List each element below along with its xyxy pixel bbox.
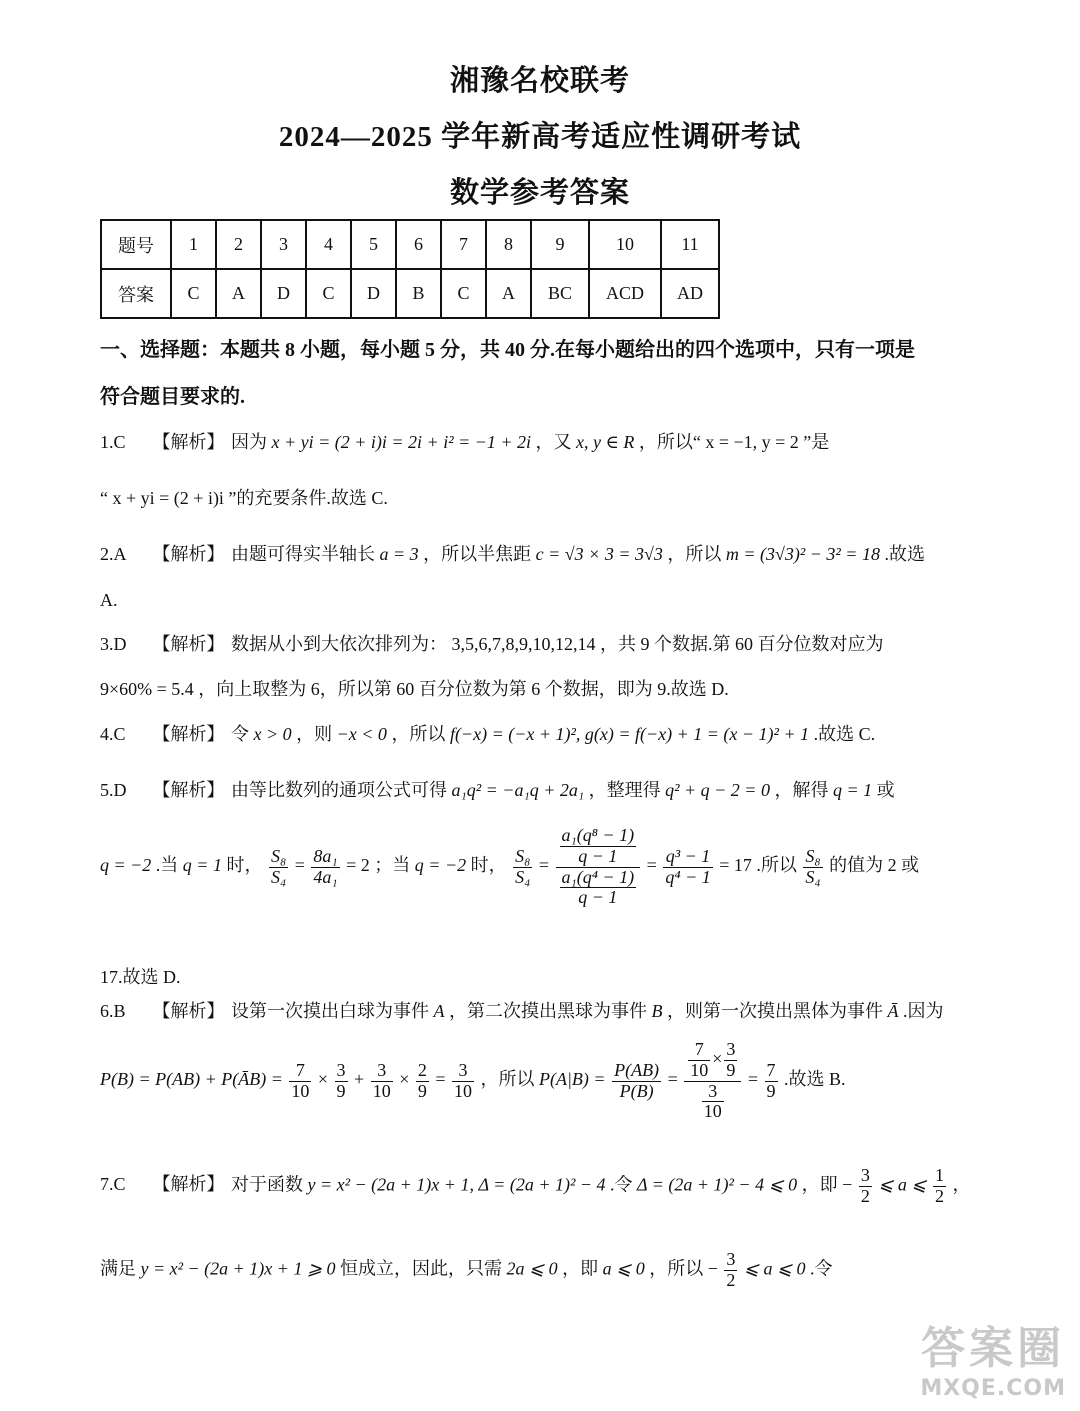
q5-formula: = 17: [719, 855, 752, 876]
fraction-denominator: q − 1: [578, 845, 618, 866]
q6-formula: P(B) = P(AB) + P(ĀB) =: [100, 1069, 283, 1090]
question-cell: 5: [351, 220, 396, 269]
question-cell: 10: [589, 220, 661, 269]
fraction: $\frac{7}{9}$: [766, 1059, 776, 1101]
q3-line1: [100, 630, 884, 658]
q5-formula: q = 1: [182, 855, 222, 876]
question-cell: 6: [396, 220, 441, 269]
answer-cell: B: [396, 269, 441, 318]
q1-text: ，所以“ x = −1, y = 2 ”是: [638, 432, 830, 452]
fraction-numerator: a₁(q⁴ − 1): [561, 866, 635, 887]
exam-union-title: 湘豫名校联考: [449, 65, 630, 97]
operator: ×: [399, 1069, 410, 1090]
q2-text: ，所以半焦距: [423, 544, 532, 564]
q7-formula: y = x² − (2a + 1)x + 1 ⩾ 0: [140, 1258, 336, 1279]
q4-line1: [100, 720, 875, 748]
ratio-fraction: [311, 847, 339, 888]
q6-text: .因为: [903, 1001, 944, 1021]
q3-formula: 3,5,6,7,8,9,10,12,14: [451, 634, 596, 654]
q7-formula: 2a ⩽ 0: [506, 1258, 558, 1279]
q5-formula: = 2: [346, 855, 370, 876]
inner-fraction-bottom: [560, 868, 637, 909]
q5-text: ，整理得: [588, 780, 661, 800]
q2-text: .故选: [884, 544, 925, 564]
q1-answer: 1.C: [100, 432, 126, 452]
q6-text: .故选 B.: [784, 1069, 846, 1090]
question-cell: 11: [661, 220, 719, 269]
fraction-numerator: a₁(q⁸ − 1): [561, 825, 635, 845]
analysis-tag: 【解析】: [152, 780, 225, 800]
q7-text: 满足: [100, 1258, 136, 1279]
q5-text: 时，: [470, 855, 507, 876]
q5-line1: [100, 776, 895, 804]
q3-text: 数据从小到大依次排列为：: [231, 634, 447, 654]
q7-text: ，即: [562, 1258, 599, 1279]
q7-formula: y = x² − (2a + 1)x + 1, Δ = (2a + 1)² − 4: [307, 1174, 606, 1195]
q3-text: ，共 9 个数据.第 60 百分位数对应为: [600, 634, 884, 654]
q7-formula: Δ = (2a + 1)² − 4 ⩽ 0: [637, 1174, 798, 1195]
q7-text: ，: [952, 1174, 971, 1195]
analysis-tag: 【解析】: [152, 724, 225, 744]
q6-formula: A: [433, 1001, 445, 1021]
analysis-tag: 【解析】: [152, 544, 225, 564]
q7-text: ，所以: [649, 1258, 704, 1279]
q1-text: ，又: [535, 432, 577, 452]
q4-text: ，所以: [391, 724, 446, 744]
q1-formula: x + yi = (2 + i)i = 2i + i² = −1 + 2i: [271, 432, 532, 452]
q4-formula: x > 0: [253, 724, 292, 744]
analysis-tag: 【解析】: [152, 1001, 225, 1021]
analysis-tag: 【解析】: [152, 432, 225, 452]
s4-symbol: S₄: [515, 866, 531, 887]
q2-formula: a = 3: [379, 544, 419, 564]
operator: =: [435, 1069, 446, 1090]
q6-text: ，第二次摸出黑球为事件: [449, 1001, 647, 1021]
q5-text: 的值为 2 或: [829, 855, 920, 876]
q5-text: 或: [876, 780, 895, 800]
q5-line3: 17.故选 D.: [100, 967, 181, 987]
compound-fraction: [556, 826, 641, 908]
fraction: $\frac{1}{2}$: [935, 1165, 944, 1206]
fraction: $\frac{2}{9}$: [417, 1059, 427, 1101]
fraction-denominator: 4a₁: [313, 866, 338, 887]
analysis-tag: 【解析】: [152, 634, 225, 654]
q3-answer: 3.D: [100, 634, 127, 654]
q7-text: 恒成立，因此，只需: [340, 1258, 503, 1279]
answer-cell: D: [351, 269, 396, 318]
q5-text: .所以: [756, 855, 797, 876]
q3-formula: 9×60% = 5.4: [100, 679, 194, 699]
q2-text: 由题可得实半轴长: [231, 544, 375, 564]
fraction: $\frac{3}{2}$: [860, 1165, 870, 1206]
fraction-numerator: 8a₁: [313, 845, 338, 866]
s4-symbol: S₄: [270, 866, 287, 887]
question-cell: 7: [441, 220, 486, 269]
answer-cell: A: [216, 269, 261, 318]
q6-text: 设第一次摸出白球为事件: [231, 1001, 429, 1021]
q7-line2: [100, 1250, 833, 1291]
fraction-denominator: q − 1: [578, 887, 618, 908]
q7-answer: 7.C: [100, 1174, 126, 1195]
answer-cell: C: [306, 269, 351, 318]
analysis-tag: 【解析】: [152, 1174, 225, 1195]
q-ratio-fraction: [663, 847, 712, 888]
q6-line2: [100, 1040, 846, 1122]
q4-formula: f(−x) = (−x + 1)², g(x) = f(−x) + 1 = (x − 1)² + 1: [449, 724, 810, 744]
q1-line2: “ x + yi = (2 + i)i ”的充要条件.故选 C.: [100, 488, 388, 508]
question-number-row: [101, 220, 719, 269]
q1-line1: [100, 428, 829, 456]
q4-formula: −x < 0: [336, 724, 387, 744]
operator: =: [667, 1069, 678, 1090]
answer-cell: BC: [531, 269, 589, 318]
q4-text: .故选 C.: [813, 724, 876, 744]
fraction: $\frac{3}{2}$: [726, 1249, 736, 1290]
answer-cell: C: [441, 269, 486, 318]
q1-formula: x, y ∈ R: [576, 432, 635, 452]
s8-symbol: S₈: [515, 845, 531, 866]
s4-symbol: S₄: [805, 866, 821, 887]
conditional-fraction: $\frac{P(AB)}{P(B)}$: [614, 1059, 660, 1101]
q5-line2: q = −2 .当 q = 1 时， $\frac{\text{S₈}}{\text{S₄}}$ = $\frac{\text{8a₁}}{\text{4a₁}}$ = 2 ；当 q = −2 时， $\frac{\text{S₈}}{\text{S₄}}$ = $\frac{\frac{\text{a₁(q⁸ − 1)}}{q - 1}}{\frac{\text{a₁(q⁴ − 1)}}{q - 1}}$ = $\frac{\text{q³ − 1}}{\text{q⁴ − 1}}$ = 17 .所以 $\frac{\text{S₈}}{\text{S₄}}$ 的值为 2 或: [100, 825, 920, 908]
fraction: $\frac{3}{9}$: [336, 1059, 346, 1101]
question-cell: 2: [216, 220, 261, 269]
row-label-question: 题号: [101, 220, 171, 269]
q3-line2: [100, 675, 729, 703]
q5-formula: a₁q² = −a₁q + 2a₁: [451, 780, 585, 800]
q7-text: ，即: [801, 1174, 838, 1195]
q7-formula: −: [842, 1174, 853, 1195]
operator: +: [354, 1069, 365, 1090]
q7-formula: ⩽ a ⩽: [878, 1174, 927, 1195]
answer-cell: A: [486, 269, 531, 318]
s8-over-s4-fraction: [269, 847, 288, 888]
q7-formula: a ⩽ 0: [602, 1258, 645, 1279]
answer-cell: AD: [661, 269, 719, 318]
q5-text: 时，: [226, 855, 263, 876]
question-cell: 8: [486, 220, 531, 269]
s8-over-s4-fraction: [803, 847, 822, 888]
fraction: $\frac{7}{10}$: [291, 1059, 310, 1101]
s8-over-s4-fraction: [513, 847, 532, 888]
inner-fraction-top: [560, 826, 637, 867]
fraction-numerator: q³ − 1: [665, 845, 711, 866]
question-cell: 3: [261, 220, 306, 269]
answer-cell: C: [171, 269, 216, 318]
q5-text: 由等比数列的通项公式可得: [231, 780, 447, 800]
q6-formula: P(A|B) =: [539, 1069, 606, 1090]
question-cell: 4: [306, 220, 351, 269]
q7-text: .令: [810, 1258, 833, 1279]
q6-formula: B: [651, 1001, 663, 1021]
answer-cell: ACD: [589, 269, 661, 318]
q7-formula: −: [707, 1258, 718, 1279]
q2-formula: c = √3 × 3 = 3√3: [535, 544, 663, 564]
q7-text: 对于函数: [231, 1174, 303, 1195]
q6-answer: 6.B: [100, 1001, 126, 1021]
q2-text: ，所以: [667, 544, 722, 564]
answer-key-title: 数学参考答案: [449, 177, 630, 209]
q5-formula: q² + q − 2 = 0: [665, 780, 770, 800]
fraction: $\frac{3}{10}$: [372, 1059, 391, 1101]
question-cell: 1: [171, 220, 216, 269]
q4-answer: 4.C: [100, 724, 126, 744]
q5-text: .当: [155, 855, 179, 876]
q6-formula: Ā: [887, 1001, 899, 1021]
answer-table: [100, 219, 720, 319]
row-label-answer: 答案: [101, 269, 171, 318]
section-heading-line2: 符合题目要求的.: [100, 386, 245, 408]
q1-text: 因为: [231, 432, 267, 452]
q2-line2: A.: [100, 590, 118, 610]
q7-formula: ⩽ a ⩽ 0: [743, 1258, 806, 1279]
question-cell: 9: [531, 220, 589, 269]
answer-row: [101, 269, 719, 318]
watermark-logo: 答案圈 MXQE.COM: [920, 1323, 1066, 1401]
fraction-denominator: q⁴ − 1: [665, 866, 711, 887]
fraction: $\frac{3}{10}$: [454, 1059, 472, 1101]
q5-formula: q = −2: [414, 855, 467, 876]
q6-line1: [100, 997, 944, 1025]
compound-fraction: $\frac{7}{10}$ × $\frac{3}{9}$ $\frac{3}{10}$: [684, 1040, 741, 1122]
q3-text: ，向上取整为 6，所以第 60 百分位数为第 6 个数据，即为 9.故选 D.: [198, 679, 729, 699]
q7-text: .令: [610, 1174, 633, 1195]
q5-answer: 5.D: [100, 780, 127, 800]
section-heading-line1: 一、选择题：本题共 8 小题，每小题 5 分，共 40 分.在每小题给出的四个选项中，只有一项是: [100, 339, 915, 361]
q5-formula: q = −2: [100, 855, 152, 876]
q6-text: ，所以: [480, 1069, 535, 1090]
q7-line1: [100, 1166, 971, 1207]
operator: ×: [317, 1069, 329, 1090]
q2-line1: [100, 540, 925, 568]
q6-text: ，则第一次摸出黑体为事件: [667, 1001, 883, 1021]
q2-answer: 2.A: [100, 544, 127, 564]
q2-formula: m = (3√3)² − 3² = 18: [725, 544, 880, 564]
q5-formula: q = 1: [832, 780, 873, 800]
exam-name-title: 2024—2025 学年新高考适应性调研考试: [278, 121, 802, 153]
s8-symbol: S₈: [805, 845, 821, 866]
q5-text: ，解得: [774, 780, 829, 800]
q4-text: ，则: [296, 724, 333, 744]
q5-text: ；当: [374, 855, 411, 876]
s8-symbol: S₈: [270, 845, 287, 866]
operator: =: [747, 1069, 759, 1090]
q4-text: 令: [231, 724, 249, 744]
answer-cell: D: [261, 269, 306, 318]
